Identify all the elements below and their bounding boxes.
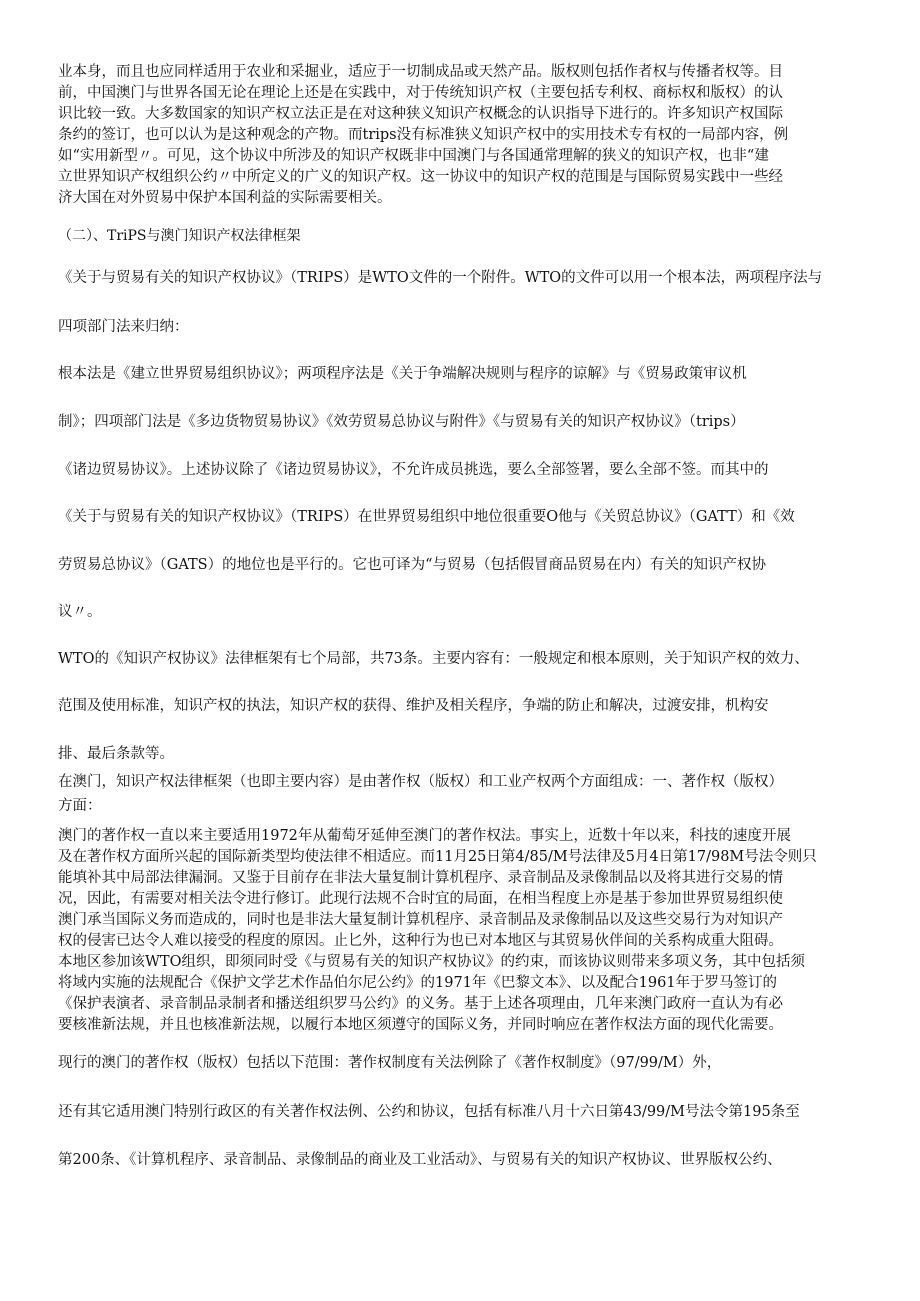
paragraph-line: 现行的澳门的著作权（版权）包括以下范围：著作权制度有关法例除了《著作权制度》（97/99/M）外， — [58, 1055, 722, 1071]
paragraph-line: 济大国在对外贸易中保护本国利益的实际需要相关。 — [58, 190, 392, 206]
paragraph-line: 况，因此，有需要对相关法令进行修订。此现行法规不合时宜的局面，在相当程度上亦是基于参加世界贸易组织使 — [58, 891, 783, 907]
paragraph-line: 《关于与贸易有关的知识产权协议》（TRIPS）是WTO文件的一个附件。WTO的文件可以用一个根本法，两项程序法与 — [58, 270, 823, 286]
paragraph-line: 识比较一致。大多数国家的知识产权立法正是在对这种狭义知识产权概念的认识指导下进行的。许多知识产权国际 — [58, 106, 783, 122]
paragraph-line: 本地区参加该WTO组织，即须同时受《与贸易有关的知识产权协议》的约束，而该协议则带来多项义务，其中包括须 — [58, 954, 805, 970]
paragraph-line: 四项部门法来归纳： — [58, 319, 189, 335]
paragraph-line: 《关于与贸易有关的知识产权协议》（TRIPS）在世界贸易组织中地位很重要O他与《关贸总协议》（GATT）和《效 — [58, 509, 795, 525]
paragraph-line: 在澳门，知识产权法律框架（也即主要内容）是由著作权（版权）和工业产权两个方面组成：一、著作权（版权） — [58, 774, 783, 790]
section-heading: （二）、TriPS与澳门知识产权法律框架 — [58, 228, 301, 244]
paragraph-line: 范围及使用标准，知识产权的执法，知识产权的获得、维护及相关程序，争端的防止和解决，过渡安排，机构安 — [58, 698, 769, 714]
paragraph-line: 劳贸易总协议》（GATS）的地位也是平行的。它也可译为“与贸易（包括假冒商品贸易在内）有关的知识产权协 — [58, 557, 767, 573]
paragraph-line: 澳门的著作权一直以来主要适用1972年从葡萄牙延伸至澳门的著作权法。事实上，近数十年以来，科技的速度开展 — [58, 828, 791, 844]
paragraph-line: 前，中国澳门与世界各国无论在理论上还是在实践中，对于传统知识产权（主要包括专利权、商标权和版权）的认 — [58, 85, 783, 101]
paragraph-line: 方面： — [58, 798, 102, 814]
paragraph-line: 第200条、《计算机程序、录音制品、录像制品的商业及工业活动》、与贸易有关的知识产权协议、世界版权公约、 — [58, 1152, 782, 1168]
paragraph-line: 如“实用新型〃。可见，这个协议中所涉及的知识产权既非中国澳门与各国通常理解的狭义的知识产权，也非“建 — [58, 148, 769, 164]
paragraph-line: 还有其它适用澳门特别行政区的有关著作权法例、公约和协议，包括有标准八月十六日第43/99/M号法令第195条至 — [58, 1104, 800, 1120]
paragraph-line: 及在著作权方面所兴起的国际新类型均使法律不相适应。而11月25日第4/85/M号法律及5月4日第17/98M号法令则只 — [58, 849, 817, 865]
paragraph-line: 立世界知识产权组织公约〃中所定义的广义的知识产权。这一协议中的知识产权的范围是与国际贸易实践中一些经 — [58, 169, 783, 185]
paragraph-line: 制》；四项部门法是《多边货物贸易协议》《效劳贸易总协议与附件》《与贸易有关的知识产权协议》（trips） — [58, 414, 745, 430]
paragraph-line: 条约的签订，也可以认为是这种观念的产物。而trips没有标准狭义知识产权中的实用技术专有权的一局部内容，例 — [58, 127, 789, 143]
paragraph-line: WTO的《知识产权协议》法律框架有七个局部，共73条。主要内容有：一般规定和根本原则，关于知识产权的效力、 — [58, 651, 809, 667]
paragraph-line: 排、最后条款等。 — [58, 746, 174, 762]
paragraph-line: 议〃。 — [58, 604, 102, 620]
paragraph-line: 根本法是《建立世界贸易组织协议》；两项程序法是《关于争端解决规则与程序的谅解》与《贸易政策审议机 — [58, 366, 747, 382]
paragraph-line: 权的侵害已达令人难以接受的程度的原因。止匕外，这种行为也已对本地区与其贸易伙伴间的关系构成重大阻碍。 — [58, 933, 783, 949]
paragraph-line: 要核准新法规，并且也核准新法规，以履行本地区须遵守的国际义务，并同时响应在著作权法方面的现代化需要。 — [58, 1017, 783, 1033]
paragraph-line: 《保护表演者、录音制品录制者和播送组织罗马公约》的义务。基于上述各项理由，几年来澳门政府一直认为有必 — [58, 996, 783, 1012]
paragraph-line: 将域内实施的法规配合《保护文学艺术作品伯尔尼公约》的1971年《巴黎文本》、以及配合1961年于罗马签订的 — [58, 975, 778, 991]
paragraph-line: 澳门承当国际义务而造成的，同时也是非法大量复制计算机程序、录音制品及录像制品以及这些交易行为对知识产 — [58, 912, 783, 928]
paragraph-line: 业本身，而且也应同样适用于农业和采掘业，适应于一切制成品或天然产品。版权则包括作者权与传播者权等。目 — [58, 64, 783, 80]
paragraph-line: 能填补其中局部法律漏洞。又鉴于目前存在非法大量复制计算机程序、录音制品及录像制品以及将其进行交易的情 — [58, 870, 783, 886]
paragraph-line: 《诸边贸易协议》。上述协议除了《诸边贸易协议》，不允许成员挑选，要么全部签署，要么全部不签。而其中的 — [58, 462, 769, 478]
